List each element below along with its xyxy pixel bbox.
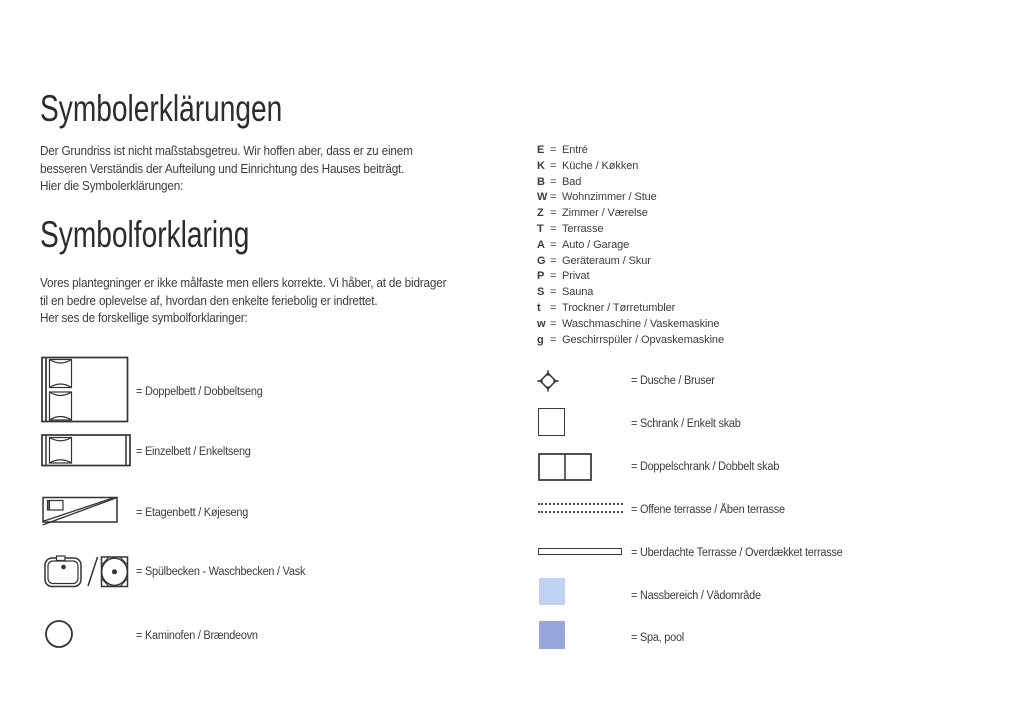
legend-letter: P xyxy=(537,270,545,283)
double-cabinet-icon xyxy=(538,453,592,481)
legend-label: Terrasse xyxy=(562,222,604,235)
symbol-label-single-cabinet: = Schrank / Enkelt skab xyxy=(631,418,741,430)
symbol-label-bunk-bed: = Etagenbett / Køjeseng xyxy=(136,507,249,519)
symbol-label-shower: = Dusche / Bruser xyxy=(631,375,715,387)
equals-sign: = xyxy=(550,191,557,204)
intro-paragraph-german xyxy=(40,143,413,196)
legend-letter: B xyxy=(537,175,545,188)
legend-letter: Z xyxy=(537,207,544,220)
symbol-label-stove: = Kaminofen / Brændeovn xyxy=(136,630,258,642)
bunk-bed-icon xyxy=(42,494,120,526)
legend-letter: t xyxy=(537,301,541,314)
legend-row xyxy=(537,190,724,206)
legend-letter: T xyxy=(537,222,544,235)
page-title-danish: Symbolforklaring xyxy=(40,214,250,255)
paragraph-line: Der Grundriss ist nicht maßstabsgetreu. Wir hoffen aber, dass er zu einem xyxy=(40,144,413,158)
paragraph-line: besseren Verständis der Aufteilung und Einrichtung des Hauses beiträgt. xyxy=(40,161,405,176)
intro-paragraph-danish xyxy=(40,275,446,328)
legend-label: Geräteraum / Skur xyxy=(562,254,651,267)
equals-sign: = xyxy=(550,333,557,346)
open-terrace-icon xyxy=(538,503,623,513)
legend-row xyxy=(537,285,724,301)
paragraph-line: Vores plantegninger er ikke målfaste men ellers korrekte. Vi håber, at de bidrager xyxy=(40,276,447,290)
symbol-label-sink: = Spülbecken - Waschbecken / Vask xyxy=(136,566,306,578)
legend-row xyxy=(537,333,724,349)
legend-label: Trockner / Tørretumbler xyxy=(562,301,676,314)
legend-label: Geschirrspüler / Opvaskemaskine xyxy=(562,333,724,346)
legend-row xyxy=(537,254,724,270)
single-bed-icon xyxy=(41,434,131,467)
symbol-label-spa-pool: = Spa, pool xyxy=(631,632,684,644)
equals-sign: = xyxy=(550,207,557,220)
legend-row xyxy=(537,238,724,254)
paragraph-line: Her ses de forskellige symbolforklaringer: xyxy=(40,311,248,326)
legend-label: Waschmaschine / Vaskemaskine xyxy=(562,317,720,330)
wood-stove-icon xyxy=(44,619,74,649)
legend-label: Sauna xyxy=(562,286,594,299)
legend-letter: g xyxy=(537,333,544,346)
legend-letter: K xyxy=(537,159,545,172)
covered-terrace-icon xyxy=(538,548,622,555)
legend-label: Privat xyxy=(562,270,590,283)
legend-label: Bad xyxy=(562,175,582,188)
sink-washbasin-icon xyxy=(44,555,128,588)
room-letter-legend xyxy=(537,143,724,348)
equals-sign: = xyxy=(550,238,557,251)
equals-sign: = xyxy=(550,286,557,299)
legend-letter: E xyxy=(537,144,545,156)
symbol-label-wet-area: = Nassbereich / Vådområde xyxy=(631,590,761,602)
legend-row xyxy=(537,175,724,191)
legend-row xyxy=(537,206,724,222)
paragraph-line: Hier die Symbolerklärungen: xyxy=(40,179,184,194)
legend-letter: W xyxy=(537,191,548,204)
page-title-german: Symbolerklärungen xyxy=(40,88,283,129)
legend-row xyxy=(537,222,724,238)
paragraph-line: til en bedre oplevelse af, hvordan den enkelte feriebolig er indrettet. xyxy=(40,293,378,308)
equals-sign: = xyxy=(550,254,557,267)
legend-label: Küche / Køkken xyxy=(562,159,639,172)
symbol-label-double-bed: = Doppelbett / Dobbeltseng xyxy=(136,386,263,398)
legend-row xyxy=(537,317,724,333)
spa-pool-swatch xyxy=(539,621,565,649)
equals-sign: = xyxy=(550,175,557,188)
legend-row xyxy=(537,143,724,159)
legend-label: Entré xyxy=(562,144,588,156)
equals-sign: = xyxy=(550,270,557,283)
symbol-label-single-bed: = Einzelbett / Enkeltseng xyxy=(136,446,251,458)
legend-label: Zimmer / Værelse xyxy=(562,207,648,220)
symbol-label-covered-terrace: = Überdachte Terrasse / Overdækket terrasse xyxy=(631,547,843,559)
legend-letter: w xyxy=(537,317,546,330)
equals-sign: = xyxy=(550,317,557,330)
legend-letter: G xyxy=(537,254,546,267)
equals-sign: = xyxy=(550,159,557,172)
double-bed-icon xyxy=(41,356,129,423)
symbol-label-double-cabinet: = Doppelschrank / Dobbelt skab xyxy=(631,461,780,473)
legend-row xyxy=(537,301,724,317)
symbol-label-open-terrace: = Offene terrasse / Åben terrasse xyxy=(631,504,785,516)
equals-sign: = xyxy=(550,301,557,314)
equals-sign: = xyxy=(550,144,557,156)
equals-sign: = xyxy=(550,222,557,235)
single-cabinet-icon xyxy=(538,408,565,436)
legend-row xyxy=(537,159,724,175)
legend-letter: A xyxy=(537,238,545,251)
shower-icon xyxy=(537,370,559,392)
legend-letter: S xyxy=(537,286,545,299)
legend-label: Wohnzimmer / Stue xyxy=(562,191,657,204)
legend-row xyxy=(537,269,724,285)
wet-area-swatch xyxy=(539,578,565,605)
legend-label: Auto / Garage xyxy=(562,238,630,251)
